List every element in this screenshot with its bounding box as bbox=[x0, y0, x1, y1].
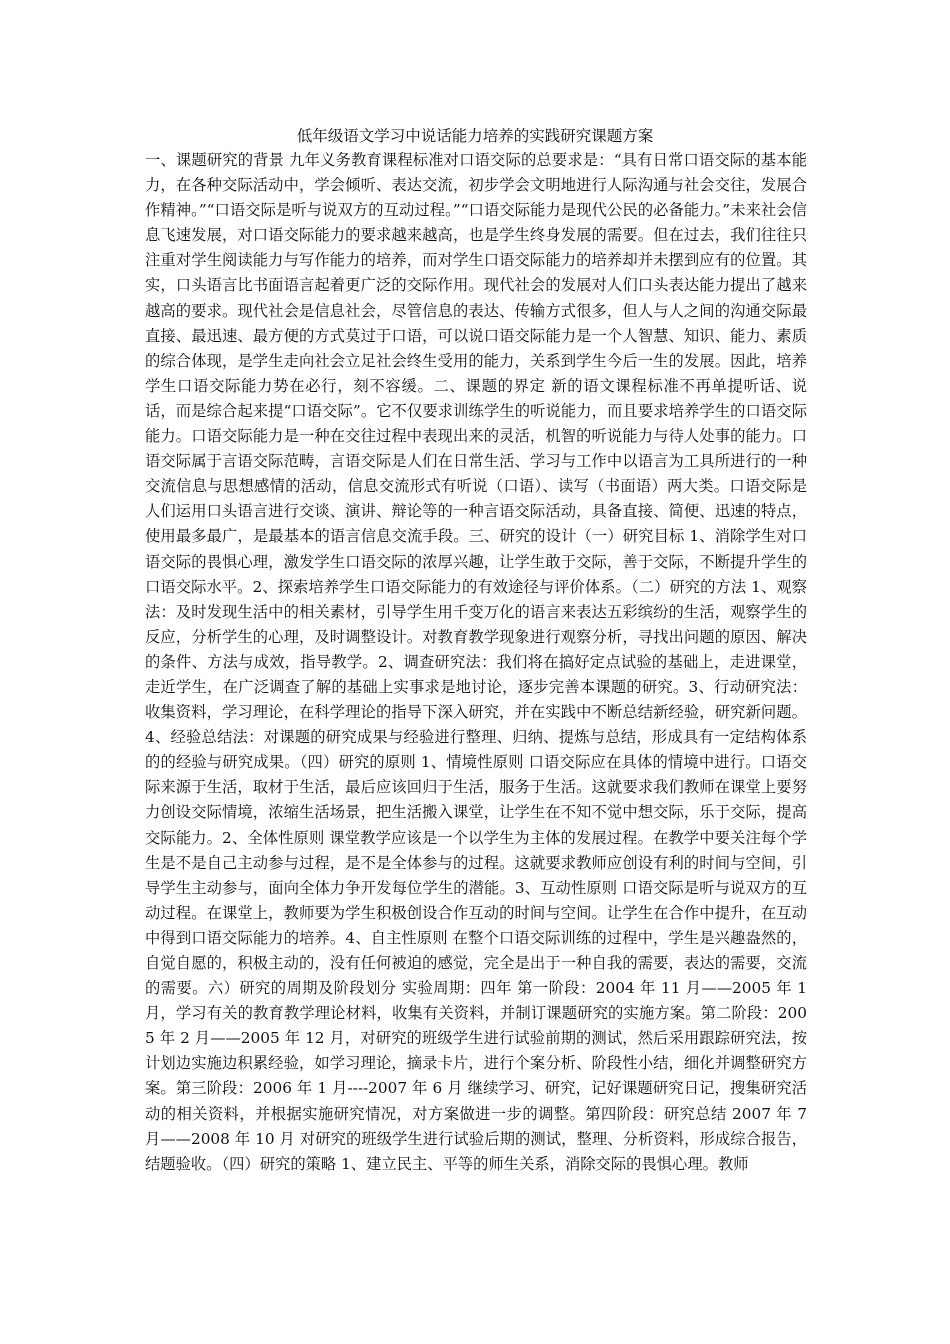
document-title: 低年级语文学习中说话能力培养的实践研究课题方案 bbox=[296, 127, 654, 145]
document-body-text: 一、课题研究的背景 九年义务教育课程标准对口语交际的总要求是：“具有日常口语交际的基本能力，在各种交际活动中，学会倾听、表达交流，初步学会文明地进行人际沟通与社会交往，发展合作精神。”“口语交际是听与说双方的互动过程。”“口语交际能力是现代公民的必备能力。”未来社会信息飞速发展，对口语交际能力的要求越来越高，也是学生终身发展的需要。但在过去，我们往往只注重对学生阅读能力与写作能力的培养，而对学生口语交际能力的培养却并未摆到应有的位置。其实，口头语言比书面语言起着更广泛的交际作用。现代社会的发展对人们口头表达能力提出了越来越高的要求。现代社会是信息社会，尽管信息的表达、传输方式很多，但人与人之间的沟通交际最直接、最迅速、最方便的方式莫过于口语，可以说口语交际能力是一个人智慧、知识、能力、素质的综合体现，是学生走向社会立足社会终生受用的能力，关系到学生今后一生的发展。因此，培养学生口语交际能力势在必行，刻不容缓。二、课题的界定 新的语文课程标准不再单提听话、说话，而是综合起来提“口语交际”。它不仅要求训练学生的听说能力，而且要求培养学生的口语交际能力。口语交际能力是一种在交往过程中表现出来的灵活，机智的听说能力与待人处事的能力。口语交际属于言语交际范畴，言语交际是人们在日常生活、学习与工作中以语言为工具所进行的一种交流信息与思想感情的活动，信息交流形式有听说（口语）、读写（书面语）两大类。口语交际是人们运用口头语言进行交谈、演讲、辩论等的一种言语交际活动，具备直接、简便、迅速的特点，使用最多最广，是最基本的语言信息交流手段。三、研究的设计（一）研究目标 1、消除学生对口语交际的畏惧心理，激发学生口语交际的浓厚兴趣，让学生敢于交际，善于交际，不断提升学生的口语交际水平。2、探索培养学生口语交际能力的有效途径与评价体系。（二）研究的方法 1、观察法：及时发现生活中的相关素材，引导学生用千变万化的语言来表达五彩缤纷的生活，观察学生的反应，分析学生的心理，及时调整设计。对教育教学现象进行观察分析，寻找出问题的原因、解决的条件、方法与成效，指导教学。2、调查研究法：我们将在搞好定点试验的基础上，走进课堂，走近学生，在广泛调查了解的基础上实事求是地讨论，逐步完善本课题的研究。3、行动研究法：收集资料，学习理论，在科学理论的指导下深入研究，并在实践中不断总结新经验，研究新问题。4、经验总结法：对课题的研究成果与经验进行整理、归纳、提炼与总结，形成具有一定结构体系的的经验与研究成果。（四）研究的原则 1、情境性原则 口语交际应在具体的情境中进行。口语交际来源于生活，取材于生活，最后应该回归于生活，服务于生活。这就要求我们教师在课堂上要努力创设交际情境，浓缩生活场景，把生活搬入课堂，让学生在不知不觉中想交际，乐于交际，提高交际能力。2、全体性原则 课堂教学应该是一个以学生为主体的发展过程。在教学中要关注每个学生是不是自己主动参与过程，是不是全体参与的过程。这就要求教师应创设有利的时间与空间，引导学生主动参与，面向全体力争开发每位学生的潜能。3、互动性原则 口语交际是听与说双方的互动过程。在课堂上，教师要为学生积极创设合作互动的时间与空间。让学生在合作中提升，在互动中得到口语交际能力的培养。4、自主性原则 在整个口语交际训练的过程中，学生是兴趣盎然的，自觉自愿的，积极主动的，没有任何被迫的感觉，完全是出于一种自我的需要，表达的需要，交流的需要。六）研究的周期及阶段划分 实验周期：四年 第一阶段：2004 年 11 月——2005 年 1 月，学习有关的教育教学理论材料，收集有关资料，并制订课题研究的实施方案。第二阶段：2005 年 2 月——2005 年 12 月，对研究的班级学生进行试验前期的测试，然后采用跟踪研究法，按计划边实施边积累经验，如学习理论，摘录卡片，进行个案分析、阶段性小结，细化并调整研究方案。第三阶段：2006 年 1 月----2007 年 6 月 继续学习、研究，记好课题研究日记，搜集研究活动的相关资料，并根据实施研究情况，对方案做进一步的调整。第四阶段：研究总结 2007 年 7 月——2008 年 10 月 对研究的班级学生进行试验后期的测试，整理、分析资料，形成综合报告，结题验收。（四）研究的策略 1、建立民主、平等的师生关系，消除交际的畏惧心理。教师 bbox=[145, 151, 807, 1173]
